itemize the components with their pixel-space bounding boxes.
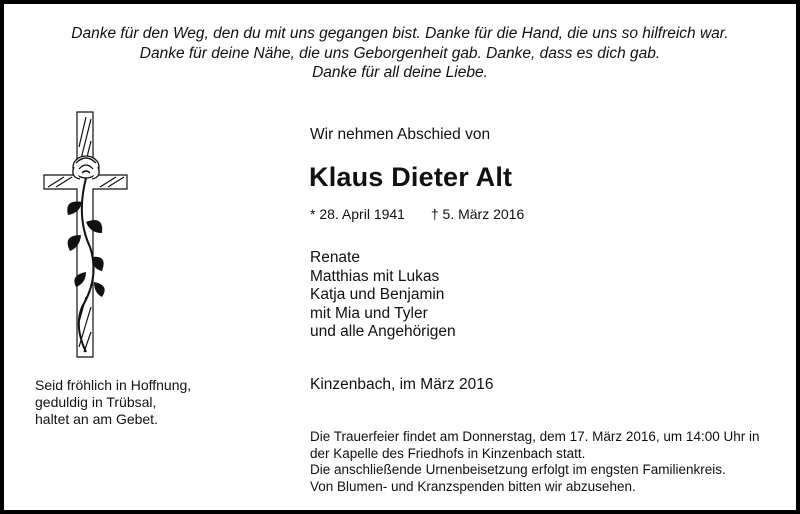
place-and-date: Kinzenbach, im März 2016 [310, 376, 494, 393]
family-member: Katja und Benjamin [310, 286, 445, 303]
obituary-notice [4, 4, 796, 510]
funeral-info [310, 429, 759, 495]
verse-line: geduldig in Trübsal, [35, 394, 157, 410]
poem [4, 24, 796, 83]
life-dates [310, 206, 524, 222]
family-member: Renate [310, 249, 360, 266]
deceased-name: Klaus Dieter Alt [309, 162, 513, 192]
poem-line: Danke für all deine Liebe. [312, 64, 488, 81]
poem-line: Danke für deine Nähe, die uns Geborgenheit gab. Danke, dass es dich gab. [139, 44, 661, 62]
family-list [310, 249, 456, 342]
funeral-line: Von Blumen- und Kranzspenden bitten wir abzusehen. [310, 478, 636, 494]
funeral-line: Die anschließende Urnenbeisetzung erfolgt im engsten Familienkreis. [310, 462, 726, 478]
funeral-line: Die Trauerfeier findet am Donnerstag, dem 17. März 2016, um 14:00 Uhr in [310, 429, 760, 444]
farewell-intro: Wir nehmen Abschied von [310, 126, 491, 143]
verse-line: haltet an am Gebet. [35, 411, 158, 427]
family-member: und alle Angehörigen [310, 323, 456, 340]
death-date: † 5. März 2016 [430, 206, 525, 222]
poem-line: Danke für den Weg, den du mit uns gegangen bist. Danke für die Hand, die uns so hilfreich war. [71, 25, 729, 42]
bible-verse [35, 377, 191, 428]
family-member: Matthias mit Lukas [310, 267, 440, 285]
birth-date: * 28. April 1941 [310, 206, 405, 222]
verse-line: Seid fröhlich in Hoffnung, [35, 377, 192, 393]
cross-with-rose-icon [34, 107, 134, 362]
funeral-line: der Kapelle des Friedhofs in Kinzenbach statt. [310, 445, 586, 461]
family-member: mit Mia und Tyler [310, 304, 428, 322]
